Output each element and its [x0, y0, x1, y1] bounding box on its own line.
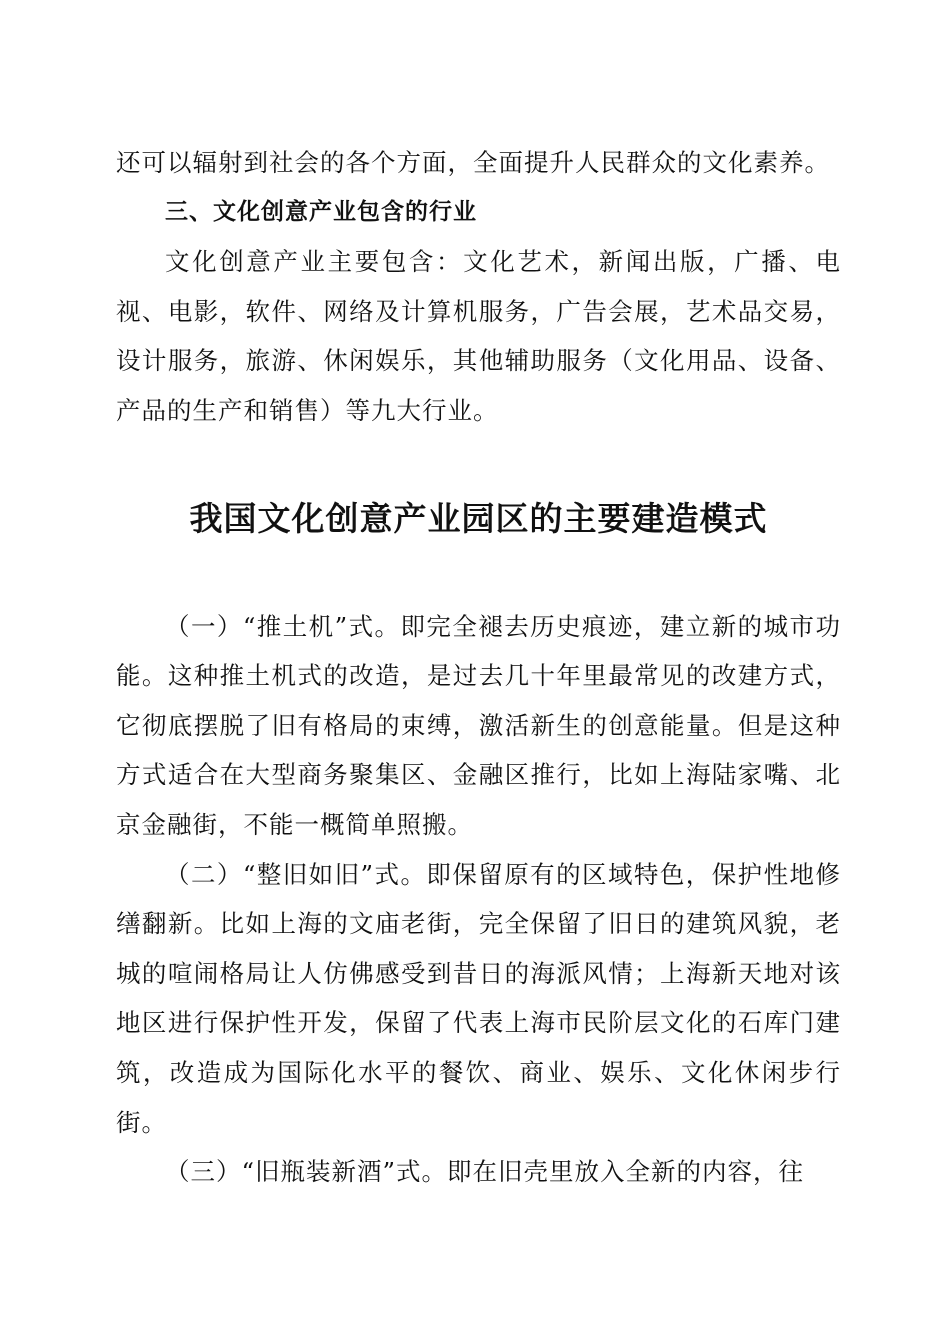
intro-tail-paragraph: 还可以辐射到社会的各个方面，全面提升人民群众的文化素养。	[116, 148, 830, 177]
document-page	[116, 138, 841, 1197]
industries-paragraph: 文化创意产业主要包含：文化艺术，新闻出版，广播、电视、电影，软件、网络及计算机服务，广告会展，艺术品交易，设计服务，旅游、休闲娱乐，其他辅助服务（文化用品、设备、产品的生产和销售）等九大行业。	[116, 247, 841, 425]
section-heading: 三、文化创意产业包含的行业	[165, 198, 477, 225]
mode-paragraph-3: （三）“旧瓶装新酒”式。即在旧壳里放入全新的内容，往	[165, 1157, 805, 1187]
article-title: 我国文化创意产业园区的主要建造模式	[189, 498, 768, 538]
mode-paragraph-2: （二）“整旧如旧”式。即保留原有的区域特色，保护性地修缮翻新。比如上海的文庙老街，完全保留了旧日的建筑风貌，老城的喧闹格局让人仿佛感受到昔日的海派风情；上海新天地对该地区进行保护性开发，保留了代表上海市民阶层文化的石库门建筑，改造成为国际化水平的餐饮、商业、娱乐、文化休闲步行街。	[116, 859, 841, 1137]
mode-paragraph-1: （一）“推土机”式。即完全褪去历史痕迹，建立新的城市功能。这种推土机式的改造，是过去几十年里最常见的改建方式，它彻底摆脱了旧有格局的束缚，激活新生的创意能量。但是这种方式适合在大型商务聚集区、金融区推行，比如上海陆家嘴、北京金融街，不能一概简单照搬。	[116, 611, 841, 839]
